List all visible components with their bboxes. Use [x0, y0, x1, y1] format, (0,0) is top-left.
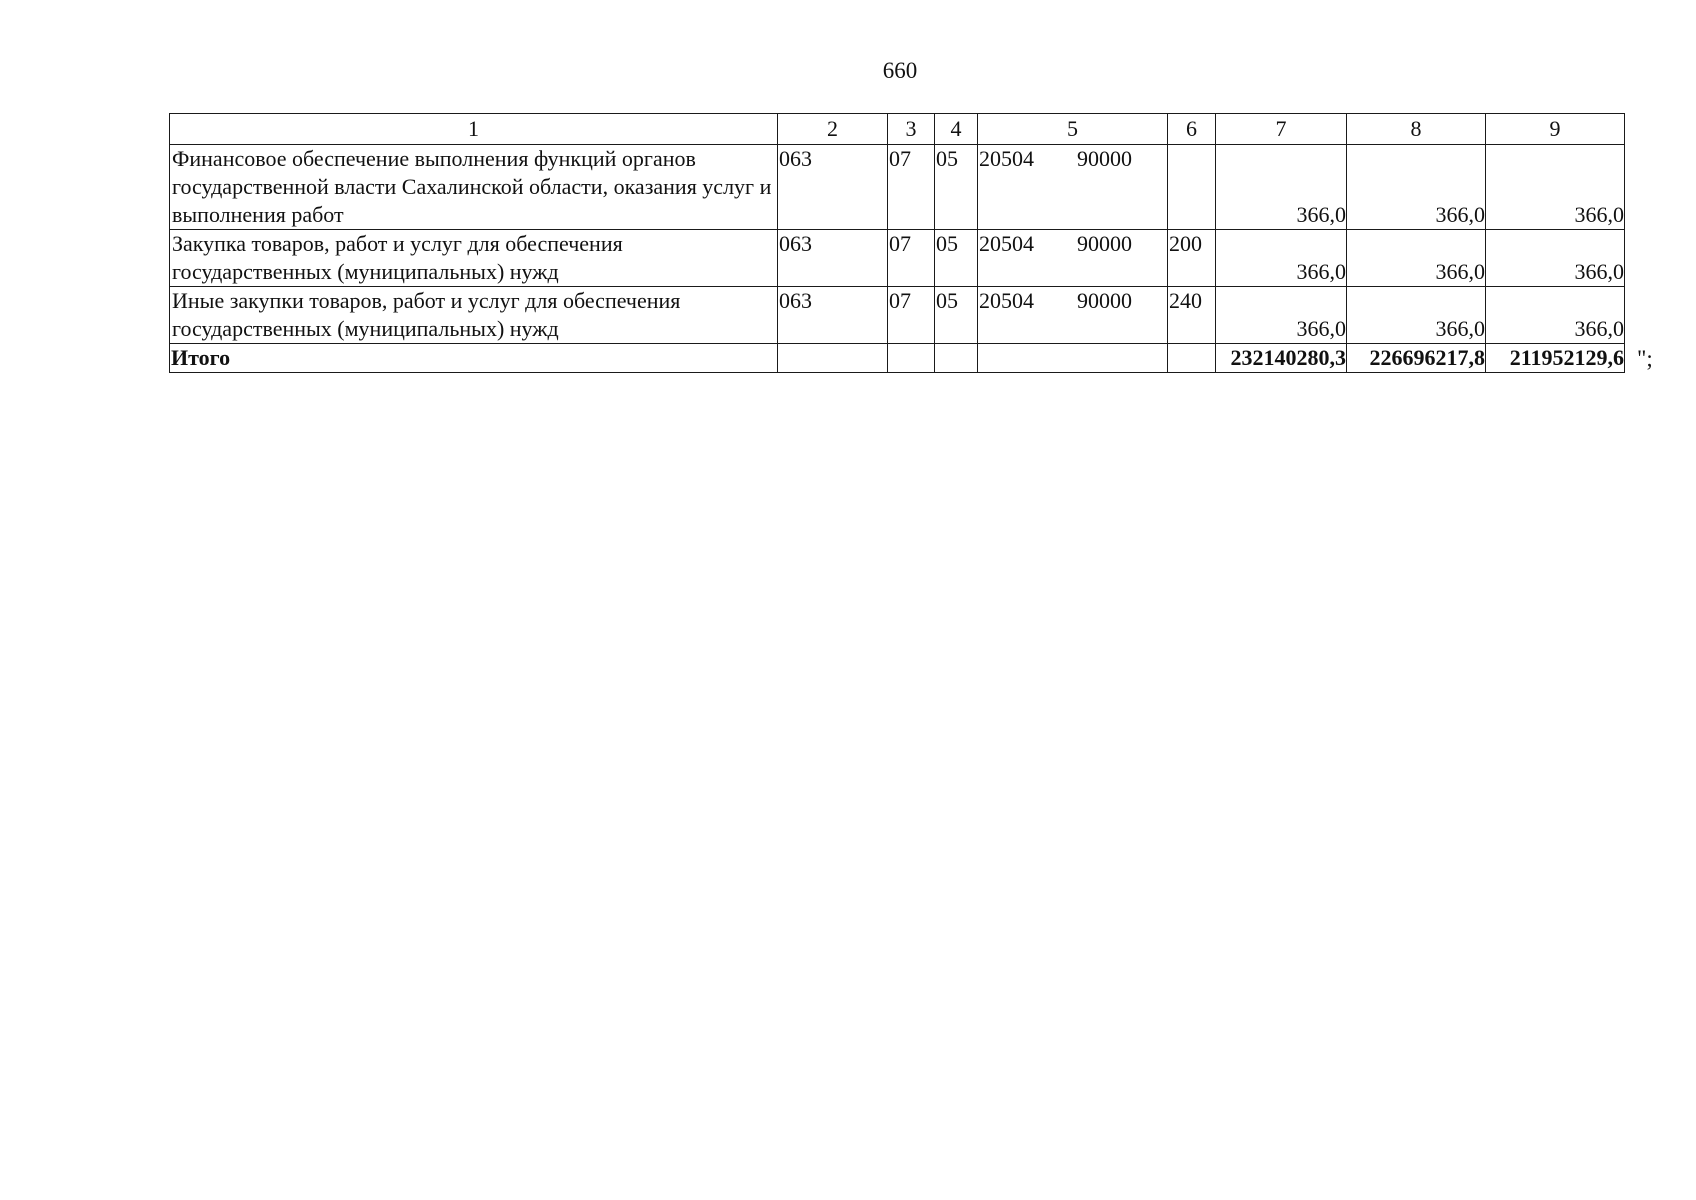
subsection-code: 05	[935, 287, 978, 344]
column-number-1: 1	[170, 114, 778, 145]
target-article-code	[978, 230, 1168, 287]
expense-type-code: 200	[1168, 230, 1216, 287]
target-article-part-a: 20504	[979, 146, 1034, 171]
ministry-code: 063	[778, 287, 888, 344]
expense-type-code: 240	[1168, 287, 1216, 344]
total-label: Итого	[170, 344, 778, 373]
subsection-code: 05	[935, 145, 978, 230]
empty-cell	[935, 344, 978, 373]
budget-table	[169, 113, 1625, 373]
target-article-part-a: 20504	[979, 231, 1034, 256]
subsection-code: 05	[935, 230, 978, 287]
empty-cell	[1168, 344, 1216, 373]
section-code: 07	[888, 230, 935, 287]
table-row	[170, 230, 1625, 287]
empty-cell	[888, 344, 935, 373]
target-article-part-b: 90000	[1077, 288, 1132, 313]
target-article-code	[978, 287, 1168, 344]
table-row	[170, 287, 1625, 344]
section-code: 07	[888, 287, 935, 344]
amount-year-3: 366,0	[1486, 145, 1625, 230]
row-description: Иные закупки товаров, работ и услуг для обеспечения государственных (муниципальных) нужд	[170, 287, 778, 344]
amount-year-1: 366,0	[1216, 145, 1347, 230]
column-number-5: 5	[978, 114, 1168, 145]
amount-year-2: 366,0	[1347, 230, 1486, 287]
ministry-code: 063	[778, 230, 888, 287]
total-year-1: 232140280,3	[1216, 344, 1347, 373]
target-article-part-b: 90000	[1077, 231, 1132, 256]
column-number-2: 2	[778, 114, 888, 145]
section-code: 07	[888, 145, 935, 230]
amount-year-1: 366,0	[1216, 287, 1347, 344]
table-row	[170, 145, 1625, 230]
amount-year-3: 366,0	[1486, 230, 1625, 287]
column-number-4: 4	[935, 114, 978, 145]
ministry-code: 063	[778, 145, 888, 230]
target-article-part-b: 90000	[1077, 146, 1132, 171]
column-number-3: 3	[888, 114, 935, 145]
column-number-6: 6	[1168, 114, 1216, 145]
empty-cell	[778, 344, 888, 373]
amount-year-3: 366,0	[1486, 287, 1625, 344]
amount-year-2: 366,0	[1347, 145, 1486, 230]
row-description: Финансовое обеспечение выполнения функций органов государственной власти Сахалинской области, оказания услуг и выполнения работ	[170, 145, 778, 230]
target-article-code	[978, 145, 1168, 230]
total-year-3: 211952129,6	[1486, 344, 1625, 373]
total-row	[170, 344, 1625, 373]
closing-quote-mark: ";	[1637, 346, 1653, 371]
amount-year-2: 366,0	[1347, 287, 1486, 344]
amount-year-1: 366,0	[1216, 230, 1347, 287]
column-number-8: 8	[1347, 114, 1486, 145]
row-description: Закупка товаров, работ и услуг для обеспечения государственных (муниципальных) нужд	[170, 230, 778, 287]
expense-type-code	[1168, 145, 1216, 230]
empty-cell	[978, 344, 1168, 373]
table-header-row	[170, 114, 1625, 145]
page-number: 660	[882, 58, 918, 83]
total-year-2: 226696217,8	[1347, 344, 1486, 373]
column-number-9: 9	[1486, 114, 1625, 145]
target-article-part-a: 20504	[979, 288, 1034, 313]
column-number-7: 7	[1216, 114, 1347, 145]
